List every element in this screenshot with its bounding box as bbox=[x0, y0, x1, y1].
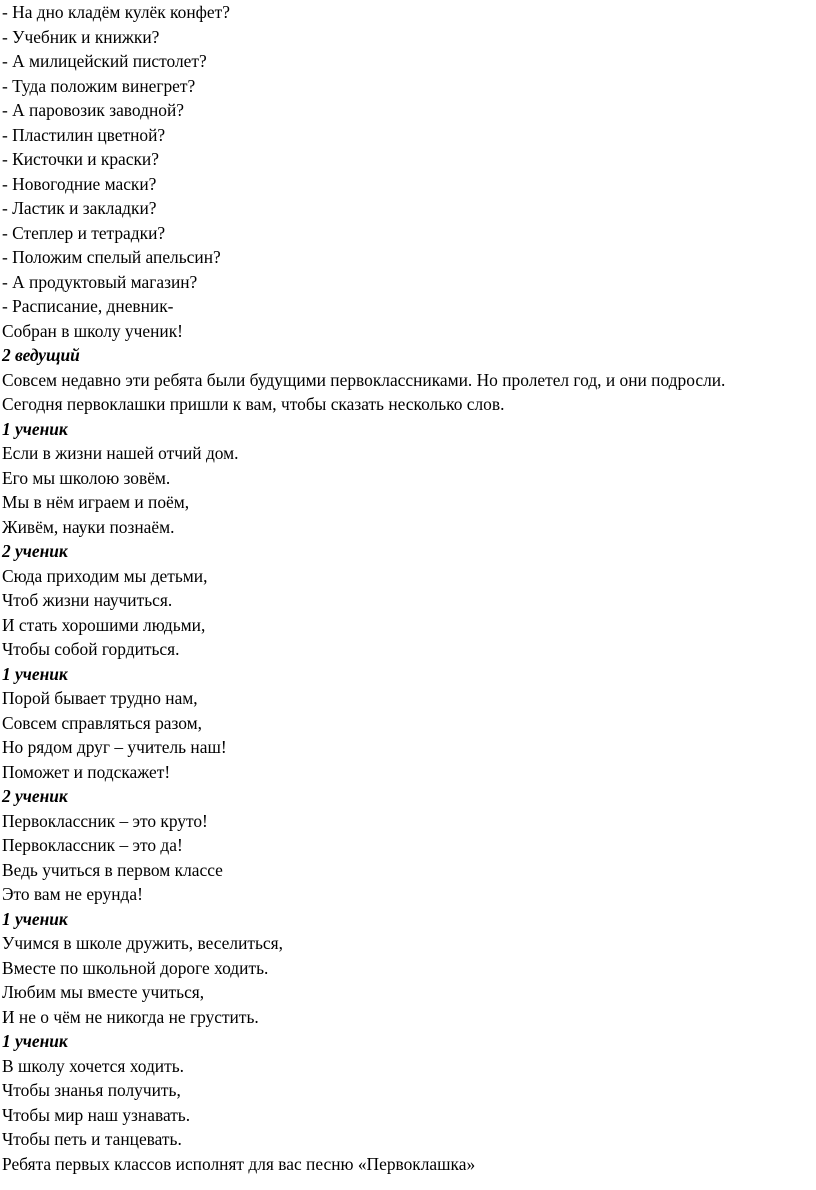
text-line: Сюда приходим мы детьми, bbox=[2, 565, 208, 586]
text-line: Ведь учиться в первом классе bbox=[2, 859, 223, 880]
text-line: Учимся в школе дружить, веселиться, bbox=[2, 933, 283, 953]
text-line: Чтобы знанья получить, bbox=[2, 1080, 181, 1100]
text-line: Живём, науки познаём. bbox=[2, 516, 175, 537]
text-line: Чтобы петь и танцевать. bbox=[2, 1129, 182, 1149]
text-line: Первоклассник – это да! bbox=[2, 835, 183, 855]
text-line: - Учебник и книжки? bbox=[2, 26, 160, 47]
speaker-heading: 1 ученик bbox=[2, 908, 68, 929]
text-line: Собран в школу ученик! bbox=[2, 320, 183, 341]
text-line: Его мы школою зовём. bbox=[2, 467, 171, 488]
text-line: И стать хорошими людьми, bbox=[2, 614, 206, 635]
text-line: - А паровозик заводной? bbox=[2, 100, 184, 120]
text-line: Если в жизни нашей отчий дом. bbox=[2, 443, 239, 463]
speaker-heading: 2 ведущий bbox=[2, 345, 80, 365]
text-line: - Положим спелый апельсин? bbox=[2, 247, 221, 267]
text-line: Порой бывает трудно нам, bbox=[2, 688, 198, 708]
text-line: - На дно кладём кулёк конфет? bbox=[2, 2, 230, 22]
text-line: В школу хочется ходить. bbox=[2, 1055, 184, 1076]
text-line: - А милицейский пистолет? bbox=[2, 51, 207, 71]
text-line: Чтобы собой гордиться. bbox=[2, 639, 180, 659]
text-line: - Пластилин цветной? bbox=[2, 124, 166, 145]
text-line: Мы в нём играем и поём, bbox=[2, 492, 190, 512]
text-line: Первоклассник – это круто! bbox=[2, 810, 208, 831]
text-line: Чтоб жизни научиться. bbox=[2, 590, 173, 610]
text-line: Чтобы мир наш узнавать. bbox=[2, 1104, 191, 1125]
text-line: Это вам не ерунда! bbox=[2, 884, 143, 904]
text-line: - Расписание, дневник- bbox=[2, 296, 174, 316]
speaker-heading: 1 ученик bbox=[2, 663, 68, 684]
speaker-heading: 1 ученик bbox=[2, 418, 68, 439]
text-line: - Степлер и тетрадки? bbox=[2, 222, 166, 243]
text-line: Любим мы вместе учиться, bbox=[2, 982, 205, 1002]
speaker-heading: 2 ученик bbox=[2, 786, 68, 806]
text-line: Ребята первых классов исполнят для вас песню «Первоклашка» bbox=[2, 1153, 476, 1174]
speaker-heading: 2 ученик bbox=[2, 541, 68, 561]
speaker-heading: 1 ученик bbox=[2, 1031, 68, 1051]
text-line: - Кисточки и краски? bbox=[2, 149, 159, 169]
text-line: - Ластик и закладки? bbox=[2, 198, 157, 218]
document-page bbox=[2, 0, 812, 1176]
text-line: - А продуктовый магазин? bbox=[2, 271, 198, 292]
text-line: - Новогодние маски? bbox=[2, 173, 157, 194]
text-line: И не о чём не никогда не грустить. bbox=[2, 1006, 259, 1027]
text-line: Совсем справляться разом, bbox=[2, 712, 203, 733]
text-line: Но рядом друг – учитель наш! bbox=[2, 737, 227, 757]
text-line: Поможет и подскажет! bbox=[2, 761, 171, 782]
text-line: Вместе по школьной дороге ходить. bbox=[2, 957, 269, 978]
text-line: Сегодня первоклашки пришли к вам, чтобы сказать несколько слов. bbox=[2, 394, 505, 414]
text-line: - Туда положим винегрет? bbox=[2, 75, 196, 96]
text-line: Совсем недавно эти ребята были будущими первоклассниками. Но пролетел год, и они подросли. bbox=[2, 369, 726, 390]
